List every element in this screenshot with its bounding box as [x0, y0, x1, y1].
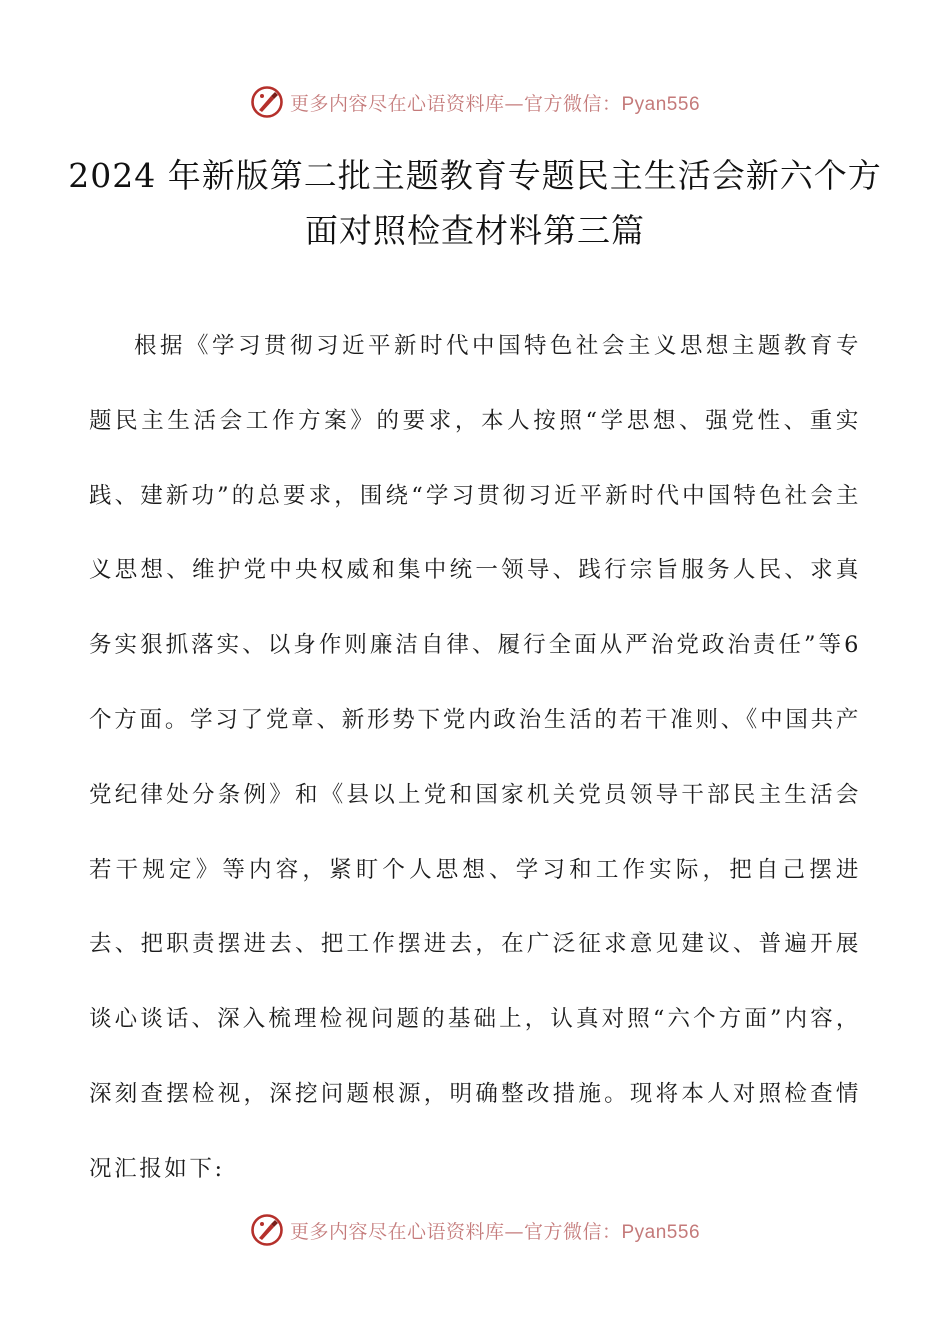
pen-nib-logo-icon [250, 85, 284, 119]
body-paragraph: 根据《学习贯彻习近平新时代中国特色社会主义思想主题教育专题民主生活会工作方案》的要求，本人按照“学思想、强党性、重实践、建新功”的总要求，围绕“学习贯彻习近平新时代中国特色社会主义思想、维护党中央权威和集中统一领导、践行宗旨服务人民、求真务实狠抓落实、以身作则廉洁自律、履行全面从严治党政治责任”等6个方面。学习了党章、新形势下党内政治生活的若干准则、《中国共产党纪律处分条例》和《县以上党和国家机关党员领导干部民主生活会若干规定》等内容，紧盯个人思想、学习和工作实际，把自己摆进去、把职责摆进去、把工作摆进去，在广泛征求意见建议、普遍开展谈心谈话、深入梳理检视问题的基础上，认真对照“六个方面”内容，深刻查摆检视，深挖问题根源，明确整改措施。现将本人对照检查情况汇报如下: [89, 333, 861, 1182]
footer-banner [0, 1210, 950, 1250]
document-title: 2024 年新版第二批主题教育专题民主生活会新六个方面对照检查材料第三篇 [68, 156, 882, 250]
footer-banner-text: 更多内容尽在心语资料库—官方微信：Pyan556 [289, 1220, 701, 1243]
header-banner [0, 82, 950, 122]
footer-wechat-id: Pyan556 [621, 1221, 701, 1243]
header-wechat-id: Pyan556 [621, 93, 701, 115]
header-banner-text: 更多内容尽在心语资料库—官方微信：Pyan556 [289, 92, 701, 115]
pen-nib-logo-icon [250, 1213, 284, 1247]
